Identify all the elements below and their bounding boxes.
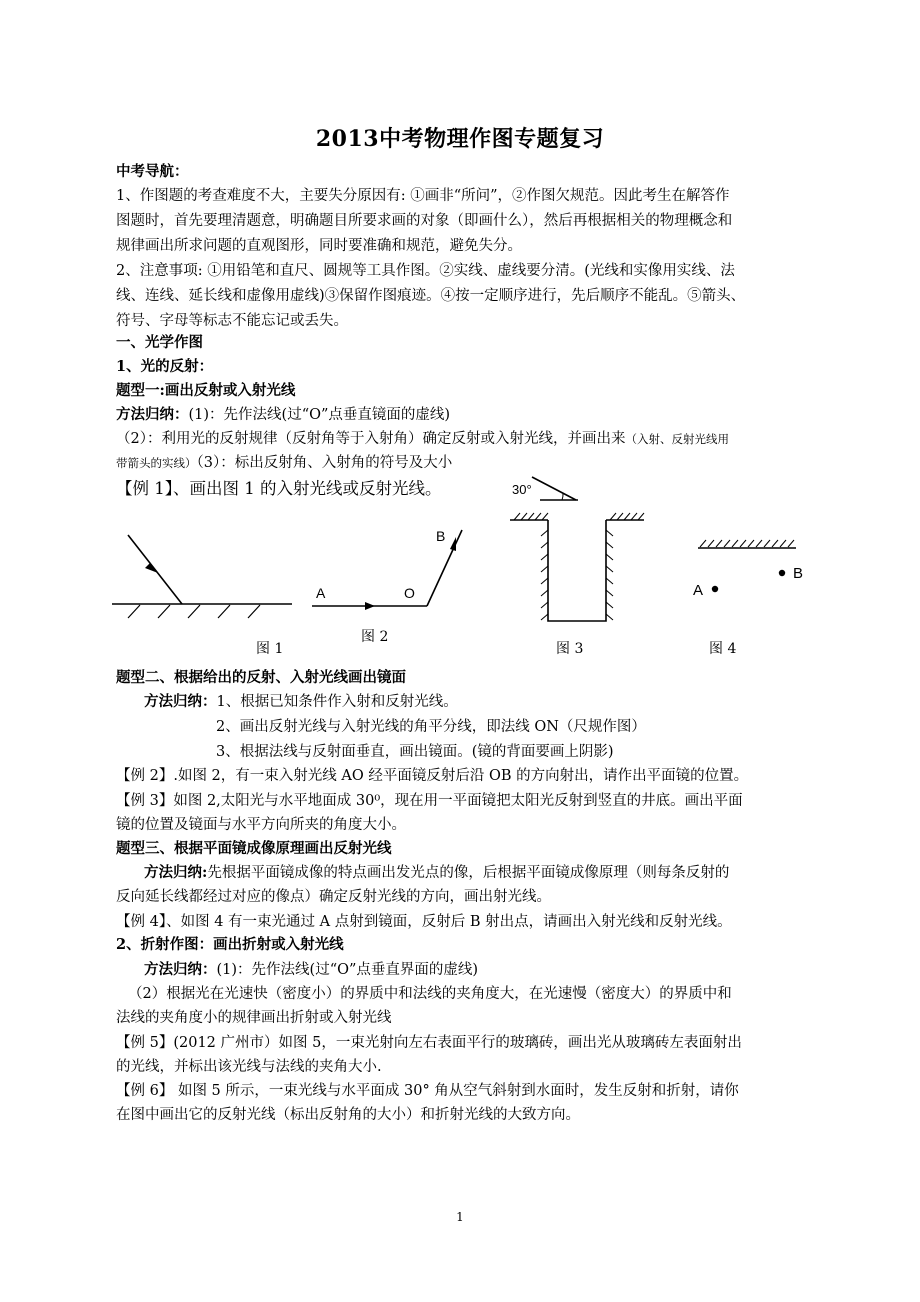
type3-method-line-1: [144, 861, 844, 885]
type1-line3-main: （3）：标出反射角、入射角的符号及大小: [196, 455, 453, 471]
type2-step2: 2、画出反射光线与入射光线的角平分线，即法线 ON（尺规作图）: [216, 719, 646, 735]
example-5-line-1: 【例 5】(2012 广州市）如图 5，一束光射向左右表面平行的玻璃砖，画出光从玻璃砖左表面射出: [116, 1035, 742, 1051]
fig1-caption: 图 1: [256, 641, 284, 657]
fig2-label-a: A: [316, 585, 326, 601]
type2-method-label: 方法归纳：: [144, 693, 217, 710]
subsection-reflection: 1、光的反射：: [116, 358, 214, 375]
fig2-label-b: B: [436, 528, 446, 544]
section-optics: 一、光学作图: [116, 334, 203, 351]
fig4-label-a: A: [693, 582, 704, 599]
guide1-line-2: 图题时，首先要理清题意，明确题目所要求画的对象（即画什么），然后再根据相关的物理概念和: [116, 213, 733, 229]
fig3-angle-arc: [562, 493, 563, 500]
type3-method-label: 方法归纳:: [144, 864, 208, 881]
fig3-angle-label: 30°: [512, 482, 532, 497]
fig4-mirror-hatching: [700, 540, 794, 547]
fig4-caption: 图 4: [709, 641, 737, 657]
refraction-method-label: 方法归纳：: [144, 961, 217, 978]
fig4-point-a: [712, 586, 718, 592]
fig3-hatching: [514, 513, 644, 620]
figure-2-diagram: [312, 528, 462, 610]
refraction-line-3: 法线的夹角度小的规律画出折射或入射光线: [116, 1010, 392, 1026]
type3-method-line-2: 反向延长线都经过对应的像点）确定反射光线的方向，画出射光线。: [116, 889, 551, 905]
fig2-caption: 图 2: [361, 629, 389, 645]
type1-line2-small: （入射、反射光线用: [625, 432, 729, 446]
figure-1-diagram: [112, 535, 292, 618]
refraction-line-2: （2）根据光在光速快（密度小）的界质中和法线的夹角度大，在光速慢（密度大）的界质中和: [128, 986, 732, 1002]
guide2-line-2: 线、连线、延长线和虚像用虚线)③保留作图痕迹。④按一定顺序进行，先后顺序不能乱。⑤箭头、: [116, 288, 746, 304]
guide1-line-3: 规律画出所求问题的直观图形，同时要准确和规范，避免失分。: [116, 238, 522, 254]
type3-method-text-1: 先根据平面镜成像的特点画出发光点的像，后根据平面镜成像原理（则每条反射的: [207, 865, 730, 881]
fig4-label-b: B: [793, 565, 804, 582]
example-3-line-1: 【例 3】如图 2,太阳光与水平地面成 30⁰，现在用一平面镜把太阳光反射到竖直的井底。画出平面: [116, 793, 743, 809]
type1-method-label: 方法归纳：: [116, 406, 189, 423]
type1-method-text: (1)：先作法线(过“O”点垂直镜面的虚线): [188, 407, 451, 423]
fig2-ray-ob-arrow-icon: [450, 537, 456, 551]
fig3-well: [548, 520, 606, 621]
example-6-line-2: 在图中画出它的反射光线（标出反射角的大小）和折射光线的大致方向。: [116, 1107, 580, 1123]
guide2-line-3: 符号、字母等标志不能忘记或丢失。: [116, 313, 348, 329]
example-6-line-1: 【例 6】 如图 5 所示，一束光线与水平面成 30° 角从空气斜射到水面时，发生反射和折射，请你: [116, 1083, 739, 1099]
fig1-mirror-hatching: [128, 605, 260, 618]
type1-line2-main: （2）：利用光的反射规律（反射角等于入射角）确定反射或入射光线，并画出来: [116, 431, 626, 447]
type3-heading: 题型三、根据平面镜成像原理画出反射光线: [116, 840, 392, 857]
figure-3-diagram: [510, 477, 644, 621]
fig2-label-o: O: [404, 585, 415, 601]
type2-step3: 3、根据法线与反射面垂直，画出镜面。(镜的背面要画上阴影): [216, 744, 614, 760]
type1-line3-small: 带箭头的实线）: [116, 456, 197, 470]
document-title: 2013中考物理作图专题复习: [315, 126, 605, 152]
guide-heading: 中考导航：: [116, 163, 189, 180]
subsection-refraction: 2、折射作图：画出折射或入射光线: [116, 936, 344, 953]
type2-heading: 题型二、根据给出的反射、入射光线画出镜面: [116, 669, 406, 686]
refraction-method: [144, 958, 844, 982]
example-4: 【例 4】、如图 4 有一束光通过 A 点射到镜面，反射后 B 射出点，请画出入射光线和反射光线。: [116, 914, 732, 930]
fig4-point-b: [779, 570, 785, 576]
refraction-method-text: (1)：先作法线(过“O”点垂直界面的虚线): [216, 962, 479, 978]
guide1-line-1: 1、作图题的考查难度不大，主要失分原因有: ①画非“所问”，②作图欠规范。因此考生在解答作: [116, 188, 730, 204]
type1-heading: 题型一:画出反射或入射光线: [116, 382, 296, 399]
example-3-line-2: 镜的位置及镜面与水平方向所夹的角度大小。: [116, 817, 406, 833]
fig2-ray-ao-arrow-icon: [365, 602, 375, 610]
page-number: 1: [456, 1210, 464, 1224]
figure-4-diagram: [693, 540, 803, 599]
type2-method: [144, 690, 844, 714]
example-2: 【例 2】.如图 2，有一束入射光线 AO 经平面镜反射后沿 OB 的方向射出，请作出平面镜的位置。: [116, 768, 749, 784]
fig3-sun-ray: [532, 477, 576, 500]
guide2-line-1: 2、注意事项: ①用铅笔和直尺、圆规等工具作图。②实线、虚线要分清。(光线和实像用实线、法: [116, 263, 735, 279]
example-1: 【例 1】、画出图 1 的入射光线或反射光线。: [116, 479, 442, 498]
example-5-line-2: 的光线，并标出该光线与法线的夹角大小.: [116, 1059, 382, 1075]
type2-step1: 1、根据已知条件作入射和反射光线。: [216, 694, 458, 710]
fig3-caption: 图 3: [556, 641, 584, 657]
